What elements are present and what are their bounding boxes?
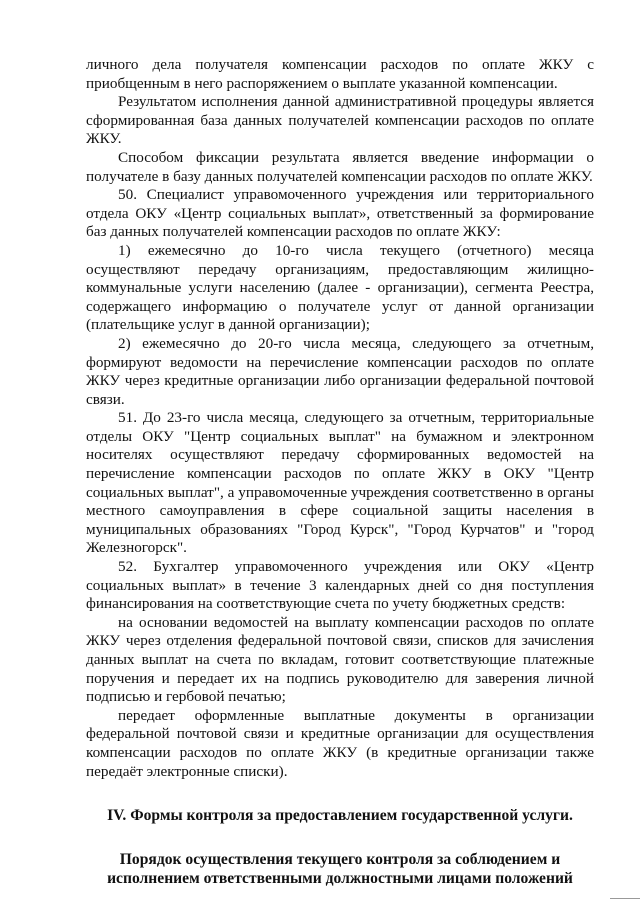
paragraph-transfer-documents: передает оформленные выплатные документы в организации федеральной почтовой связи и кредитные организации для осуществления компенсации расходов по оплате ЖКУ (в кредитные организации также передаёт электронные списки). bbox=[86, 706, 594, 780]
paragraph-item-52: 52. Бухгалтер управомоченного учреждения или ОКУ «Центр социальных выплат» в течение 3 календарных дней со дня поступления финансирования на соответствующие счета по учету бюджетных средств: bbox=[86, 558, 594, 613]
subsection-heading-line-2: исполнением ответственными должностными лицами положений bbox=[107, 869, 573, 887]
document-page bbox=[86, 56, 594, 888]
paragraph-result: Результатом исполнения данной административной процедуры является сформированная база данных получателей компенсации расходов по оплате ЖКУ. bbox=[86, 93, 594, 148]
paragraph-fixation: Способом фиксации результата является введение информации о получателе в базу данных получателей компенсации расходов по оплате ЖКУ. bbox=[86, 148, 594, 185]
paragraph-subitem-2: 2) ежемесячно до 20-го числа месяца, следующего за отчетным, формируют ведомости на перечисление компенсации расходов по оплате ЖКУ через кредитные организации либо организации федеральной почтовой связи. bbox=[86, 334, 594, 408]
page-edge-mark bbox=[610, 898, 640, 899]
paragraph-payment-orders: на основании ведомостей на выплату компенсации расходов по оплате ЖКУ через отделения федеральной почтовой связи, списков для зачисления данных выплат на счета по вкладам, готовит соответствующие платежные поручения и передает их на подпись руководителю для заверения личной подписью и гербовой печатью; bbox=[86, 613, 594, 706]
paragraph-continuation: личного дела получателя компенсации расходов по оплате ЖКУ с приобщенным в него распоряжением о выплате указанной компенсации. bbox=[86, 56, 594, 92]
subsection-heading-line-1: Порядок осуществления текущего контроля за соблюдением и bbox=[119, 850, 561, 868]
paragraph-item-50: 50. Специалист управомоченного учреждения или территориального отдела ОКУ «Центр социальных выплат», ответственный за формирование баз данных получателей компенсации расходов по оплате ЖКУ: bbox=[86, 186, 594, 241]
paragraph-item-51: 51. До 23-го числа месяца, следующего за отчетным, территориальные отделы ОКУ "Центр социальных выплат" на бумажном и электронном носителях осуществляют передачу сформированных ведомостей на перечисление компенсации расходов по оплате ЖКУ в ОКУ "Центр социальных выплат", а управомоченные учреждения соответственно в органы местного самоуправления в сфере социальной защиты населения в муниципальных образованиях "Город Курск", "Город Курчатов" и "город Железногорск". bbox=[86, 409, 594, 557]
section-heading: IV. Формы контроля за предоставлением государственной услуги. bbox=[107, 807, 573, 825]
paragraph-subitem-1: 1) ежемесячно до 10-го числа текущего (отчетного) месяца осуществляют передачу организациям, предоставляющим жилищно-коммунальные услуги населению (далее - организации), сегмента Реестра, содержащего информацию о получателе услуг от данной организации (плательщике услуг в данной организации); bbox=[86, 241, 594, 334]
subsection-heading bbox=[86, 850, 594, 888]
